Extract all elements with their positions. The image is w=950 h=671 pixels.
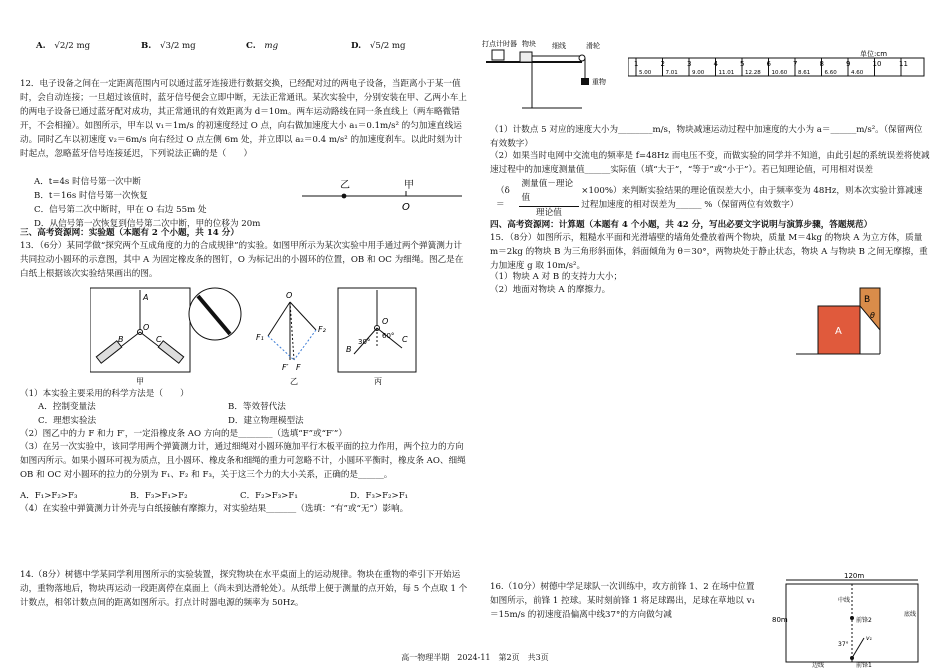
q12-option-a: A．t=4s 时信号第一次中断 — [34, 177, 141, 187]
q14-weight — [581, 78, 589, 85]
q14-tape-marks — [634, 58, 908, 76]
q13-spring-scale-left — [96, 341, 121, 363]
q15-stem: 15．（8分）如图所示，粗糙水平面和光滑墙壁的墙角处叠放着两个物块，质量 M＝4kg 的物块 A 为立方体，质量 m＝2kg 的物块 B 为三角形斜面体，斜面倾角为 θ＝30°，两物块处于静止状态，物块 A 与物块 B 之间无摩擦，重力加速度 g 取 10m/s²。 — [490, 233, 928, 271]
section-4-heading: 四、高考资源网：计算题（本题有 4 个小题，共 42 分，写出必要文字说明与演算步骤，答题规范） — [490, 220, 873, 230]
q14-tape-point-label: 5 — [740, 60, 745, 68]
q12-label-yi: 乙 — [340, 180, 350, 191]
q13-q3-option-c: C．F₂>F₃>F₁ — [240, 491, 298, 501]
q13-bing-label-c: C — [402, 335, 408, 344]
q14-tape-distance-label: 8.61 — [798, 70, 811, 76]
q13-caption-yi: 乙 — [290, 377, 298, 386]
q14-tape-point-label: 6 — [766, 60, 771, 68]
q11-options — [36, 40, 456, 54]
q11-option-c-letter: C. — [246, 41, 256, 51]
q15-label-b: B — [864, 295, 871, 305]
q16-label-width: 120m — [844, 572, 865, 580]
q13-magnified-scale — [189, 288, 241, 340]
q14-apparatus-figure — [482, 36, 652, 116]
q14-tape-point-label: 3 — [687, 60, 692, 68]
q12-figure — [302, 178, 462, 218]
q12-car-yi-dot — [342, 194, 347, 199]
q13-yi-f2 — [290, 302, 316, 330]
q16-label-forward-2: 前锋2 — [856, 617, 872, 624]
q14-tape-point-label: 9 — [846, 60, 851, 68]
q11-option-c-value: mg — [264, 41, 279, 51]
q14-tape-point-label: 2 — [660, 60, 665, 68]
q14-tape-point-label: 10 — [872, 60, 882, 68]
q13-jia-label-o: O — [143, 323, 150, 332]
q11-option-d — [351, 40, 456, 54]
q14-tape-distance-label: 7.01 — [665, 70, 678, 76]
q14-tape-distance-label: 4.60 — [851, 70, 864, 76]
q14-relative-error-formula — [496, 178, 930, 221]
q14-formula-denominator: 理论值 — [536, 207, 562, 218]
q14-tape-point-label: 11 — [899, 60, 908, 68]
q12-options — [34, 176, 294, 232]
q14-tape-point-label: 8 — [819, 60, 824, 68]
q11-option-a-value: √2/2 mg — [54, 41, 91, 51]
q16-label-v1: v₁ — [866, 635, 872, 642]
q13-yi-label-fprime: F′ — [282, 363, 289, 372]
q14-label-timer: 打点计时器 — [482, 40, 517, 48]
q12-label-o: O — [402, 202, 410, 213]
q14-formula-numerator: 测量值－理论值 — [519, 178, 580, 207]
q15-label-theta: θ — [870, 311, 875, 320]
page-footer: 高一物理半期 2024-11 第2页 共3页 — [401, 653, 549, 663]
q13-caption-bing: 丙 — [374, 377, 382, 386]
q16-forward-2 — [850, 616, 854, 620]
q13-q3-option-b: B．F₃>F₁>F₂ — [130, 491, 188, 501]
q14-formula-lparen: （δ＝ — [496, 186, 510, 211]
q14-label-unit: 单位:cm — [860, 50, 888, 58]
q14-tape-distance-label: 9.00 — [692, 70, 705, 76]
q13-q3-option-a: A．F₁>F₂>F₃ — [20, 491, 78, 501]
q15-q2: （2）地面对物块 A 的摩擦力。 — [490, 285, 611, 295]
q13-stem: 13．（6分）某同学做“探究两个互成角度的力的合成规律”的实验。如图甲所示为某次实验中用手通过两个弹簧测力计共同拉动小圆环的示意图，其中 A 为固定橡皮条的图钉，O 为标记出的小圆环的位置，OB 和 OC 为细绳。图乙是在白纸上根据该次实验结果画出的图。 — [20, 241, 464, 279]
q14-tape-distance-label: 5.00 — [639, 70, 652, 76]
q13-q3-options — [20, 490, 460, 504]
q11-option-a — [36, 40, 141, 54]
q14-paper-tape — [628, 48, 928, 88]
q13-q1-options — [38, 401, 418, 429]
q13-q3: （3）在另一次实验中，该同学用两个弹簧测力计，通过细绳对小圆环施加平行木板平面的拉力作用，两个拉力的方向如图丙所示。如果小圆环可视为质点，且小圆环、橡皮条和细绳的重力可忽略不计，小圆环平衡时，橡皮条 AO、细绳 OB 和 OC 对小圆环的拉力的分别为 F₁、F₂ 和 F₃，关于这三个力的大小关系，正确的是______。 — [20, 442, 466, 480]
q13-q1-option-d: D．建立物理模型法 — [228, 415, 304, 426]
q14-tape-point-label: 1 — [634, 60, 639, 68]
q13-bing-label-o: O — [382, 317, 389, 326]
q13-yi-f — [290, 302, 294, 360]
q11-option-c — [246, 40, 351, 54]
q13-fig-jia — [90, 288, 190, 386]
q14-timer — [492, 50, 504, 60]
q13-q1-option-a: A．控制变量法 — [38, 402, 96, 412]
q14-tape-point-label: 7 — [793, 60, 798, 68]
q11-option-d-letter: D. — [351, 41, 362, 51]
q14-formula-tail: ×100%）来判断实验结果的理论值误差大小，由于频率变为 48Hz，则本次实验计算减速过程加速度的相对误差为______ %（保留两位有效数字） — [581, 186, 923, 211]
q13-bing-angle-30: 30° — [358, 338, 371, 346]
q14-tape-distance-label: 11.01 — [718, 70, 735, 76]
q13-jia-label-a: A — [143, 293, 149, 302]
q14-stem: 14.（8分）树德中学某同学利用图所示的实验装置，探究物块在水平桌面上的运动规律。物块在重物的牵引下开始运动，重物落地后，物块再运动一段距离停在桌面上（尚未到达滑轮处）。从纸带上便于测量的点开始，每 5 个点取 1 个计数点，相邻计数点间的距离如图所示。打点计时器电源的频率为 50Hz。 — [20, 570, 468, 608]
q13-q1-option-c: C．理想实验法 — [38, 415, 97, 426]
q14-label-block: 物块 — [522, 40, 536, 48]
q13-fig-bing — [338, 288, 416, 386]
q13-q3-option-d: D．F₃>F₂>F₁ — [350, 491, 409, 501]
q14-label-rope: 细线 — [552, 42, 566, 50]
q16-label-baseline: 底线 — [904, 611, 917, 618]
q13-caption-jia: 甲 — [136, 377, 144, 386]
q13-yi-label-f2: F₂ — [318, 325, 326, 334]
q14-q1: （1）计数点 5 对应的速度大小为________m/s，物块减速运动过程中加速度的大小为 a＝______m/s²。（保留两位有效数字） — [490, 125, 923, 149]
q15-q1: （1）物块 A 对 B 的支持力大小； — [490, 272, 623, 282]
q11-option-b — [141, 40, 246, 54]
q13-yi-dashed-2 — [294, 330, 316, 360]
q12-option-c: C．信号第二次中断时，甲在 O 右边 55m 处 — [34, 204, 207, 215]
q13-spring-scale-right — [158, 341, 183, 363]
q11-option-d-value: √5/2 mg — [369, 41, 406, 51]
q14-label-weight: 重物 — [592, 78, 606, 86]
q12-option-d: D．从信号第一次恢复到信号第二次中断，甲的位移为 20m — [34, 218, 261, 229]
q16-stem: 16.（10分）树德中学足球队一次训练中，攻方前锋 1、2 在场中位置如图所示，前锋 1 控球。某时刻前锋 1 将足球踢出，足球在草地以 v₁＝15m/s 的初速度沿偏离中线37°的方向做匀减 — [490, 582, 755, 620]
q16-label-height: 80m — [772, 616, 788, 624]
q14-formula-fraction — [519, 178, 580, 221]
q15-figure — [794, 282, 914, 362]
q14-tape-distance-label: 12.28 — [745, 70, 761, 76]
q13-bing-label-b: B — [346, 345, 352, 354]
q12-option-b: B．t＝16s 时信号第一次恢复 — [34, 190, 148, 201]
q13-q2: （2）图乙中的力 F 和力 F′，一定沿橡皮条 AO 方向的是________（选填“F”或“F′”） — [20, 429, 347, 439]
q14-label-pulley: 滑轮 — [586, 42, 600, 50]
q13-q1: （1）本实验主要采用的科学方法是（ ） — [20, 389, 189, 399]
q13-yi-label-f: F — [296, 363, 301, 372]
q14-pulley — [579, 55, 585, 61]
q13-yi-f1 — [268, 302, 290, 336]
q14-q2: （2）如果当时电网中交流电的频率是 f=48Hz 而电压不变，而做实验的同学并不知道，由此引起的系统误差将使减速过程中的加速度测量值______实际值（填“大于”，“等于”或“小于”）。若已知理论值，可用相对误差 — [490, 151, 930, 175]
q14-block — [520, 52, 532, 62]
q16-label-sideline: 边线 — [812, 662, 825, 668]
q13-fig-yi — [256, 291, 327, 386]
q13-yi-label-o: O — [286, 291, 293, 300]
q12-label-jia: 甲 — [404, 180, 414, 191]
q16-label-midline: 中线 — [838, 597, 851, 604]
q14-tape-point-label: 4 — [713, 60, 718, 68]
q15-label-a: A — [835, 326, 842, 337]
q11-option-b-letter: B. — [141, 41, 152, 51]
q11-option-b-value: √3/2 mg — [160, 41, 196, 51]
q13-bing-angle-60: 60° — [382, 332, 395, 340]
q14-tape-distance-label: 6.60 — [824, 70, 837, 76]
q13-figures — [90, 282, 420, 388]
q13-jia-label-b: B — [118, 335, 124, 344]
q13-jia-label-c: C — [156, 335, 162, 344]
q13-q1-option-b: B．等效替代法 — [228, 402, 286, 412]
q11-option-a-letter: A. — [36, 41, 46, 51]
q16-label-forward-1: 前锋1 — [856, 662, 872, 668]
q13-yi-label-f1: F₁ — [256, 333, 264, 342]
q12-stem: 12．电子设备之间在一定距离范围内可以通过蓝牙连接进行数据交换，已经配对过的两电子设备，当距离小于某一值时，会自动连接；一旦超过该值时，蓝牙信号便会立即中断，无法正常通讯。某次实验中，分别安装在甲、乙两小车上的两电子设备已通过蓝牙配对成功，其正常通讯的有效距离为 d＝10m。两车运动路线在同一条直线上（两车略微错开，不会相撞）。如图所示，甲车以 v₁＝1m/s 的初速度经过 O 点，向右做加速度大小 a₁＝0.1m/s² 的匀加速直线运动。同时乙车以初速度 v₂＝6m/s 向右经过 O 点左侧 6m 处，并立即以 a₂＝0.4 m/s² 的加速度刹车。以此时刻为计时起点，忽略蓝牙信号连接延迟，下列说法正确的是（ ） — [20, 79, 467, 159]
q16-field-outline — [786, 584, 918, 662]
q16-label-angle: 37° — [838, 641, 849, 648]
q14-tape-distance-label: 10.60 — [771, 70, 788, 76]
section-3-heading: 三、高考资源网：实验题（本题有 2 个小题，共 14 分） — [20, 228, 239, 238]
q13-q4: （4）在实验中弹簧测力计外壳与白纸接触有摩擦力，对实验结果_______（选填：“有”或“无”）影响。 — [20, 504, 409, 514]
